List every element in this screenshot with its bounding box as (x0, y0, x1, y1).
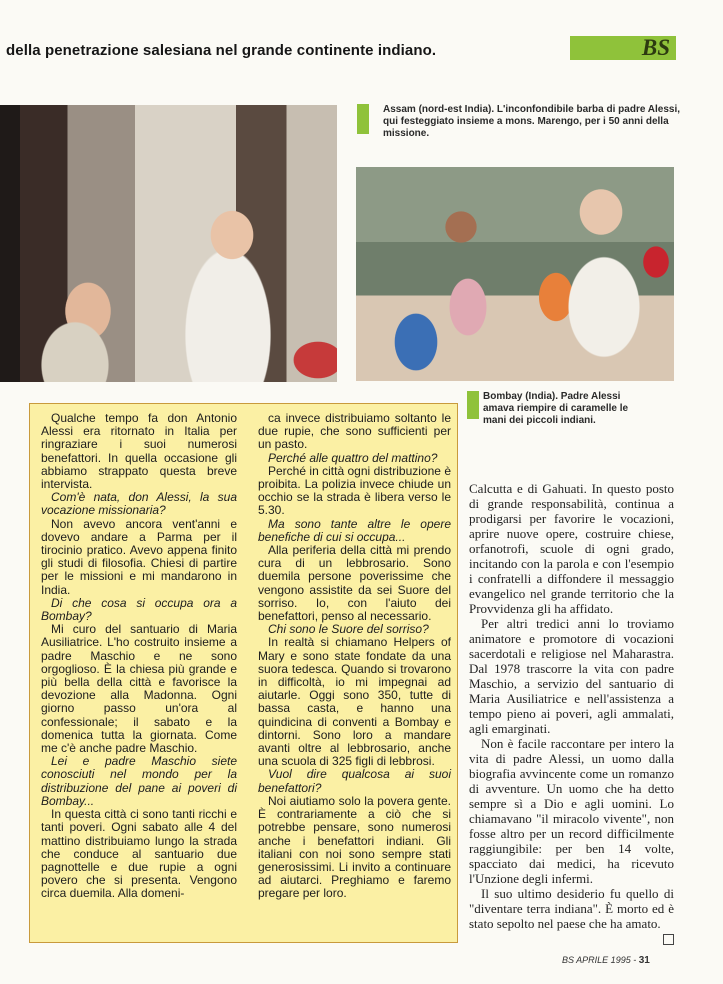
interview-column-1 (41, 412, 237, 901)
interview-paragraph: Alla periferia della città mi prendo cura di un lebbrosario. Sono duemila persone poverissime che vengono assistite da sei Suore del sorriso. Io, con l'aiuto dei benefattori, penso al necessario. (258, 543, 451, 624)
interview-paragraph: Vuol dire qualcosa ai suoi benefattori? (258, 767, 451, 795)
article-paragraph: Il suo ultimo desiderio fu quello di "diventare terra indiana". È morto ed è stato sepolto nel paese che ha amato. (469, 886, 674, 931)
article-paragraph: Non è facile raccontare per intero la vita di padre Alessi, un uomo dalla biografia avvincente come un romanzo di avventure. Un uomo che ha detto sempre sì a Dio e agli uomini. Lo chiamavano "il miracolo vivente", non fosse altro per un record difficilmente raggiungibile: per ben 14 volte, spacciato dai medici, ha ricevuto l'Unzione degli infermi. (469, 736, 674, 886)
interview-paragraph: Non avevo ancora vent'anni e dovevo andare a Parma per il tirocinio pratico. Avevo appena finito gli studi di filosofia. Chiesi di partire per le missioni e mi mandarono in India. (41, 516, 237, 597)
article-column (469, 481, 674, 931)
interview-paragraph: In realtà si chiamano Helpers of Mary e sono state fondate da una suora tedesca. Quando si trovarono in difficoltà, io mi impegnai ad aiutarle. Oggi sono 350, tutte di bassa casta, e hanno una quindicina di conventi a Bombay e dintorni. Sono loro a mandare avanti oltre al lebbrosario, anche una scuola di 325 figli di lebbrosi. (258, 635, 451, 769)
footer-issue: BS APRILE 1995 - (562, 955, 637, 965)
interview-paragraph: ca invece distribuiamo soltanto le due rupie, che sono sufficienti per un pasto. (258, 411, 451, 452)
interview-paragraph: Ma sono tante altre le opere benefiche di cui si occupa... (258, 516, 451, 544)
page-number: 31 (638, 955, 650, 966)
interview-paragraph: Chi sono le Suore del sorriso? (268, 622, 429, 637)
photo-assam (0, 105, 337, 382)
interview-paragraph: Perché in città ogni distribuzione è proibita. La polizia invece chiude un occhio se la strada è libera verso le 5.30. (258, 463, 451, 518)
interview-paragraph: Di che cosa si occupa ora a Bombay? (41, 595, 237, 624)
interview-column-2 (258, 412, 451, 901)
page-footer (562, 955, 650, 966)
interview-paragraph: Perché alle quattro del mattino? (268, 450, 438, 465)
end-mark-icon (663, 934, 674, 945)
interview-paragraph: Com'è nata, don Alessi, la sua vocazione missionaria? (41, 490, 237, 518)
interview-paragraph: Qualche tempo fa don Antonio Alessi era ritornato in Italia per ringraziare i suoi numerosi benefattori. In quella occasione gli abbiamo strappato questa breve intervista. (41, 411, 237, 492)
interview-paragraph: In questa città ci sono tanti ricchi e tanti poveri. Ogni sabato alle 4 del mattino distribuiamo lungo la strada che conduce al santuario due pagnottelle e due rupie a ogni povero che si presenta. Vengono circa duemila. Alla domeni- (41, 807, 237, 901)
page-headline: della penetrazione salesiana nel grande continente indiano. (6, 42, 437, 59)
interview-paragraph: Mi curo del santuario di Maria Ausiliatrice. L'ho costruito insieme a padre Maschio e ne sono orgoglioso. È la chiesa più grande e più bella della città e favorisce la devozione alla Madonna. Ogni giorno passo un'ora al confessionale; il sabato e la domenica tutta la giornata. Come me c'è anche padre Maschio. (41, 622, 237, 756)
caption-marker (357, 104, 369, 134)
section-tag (570, 36, 676, 60)
article-paragraph: Calcutta e di Gahuati. In questo posto di grande responsabilità, continua a prodigarsi per favorire le vocazioni, aprire nuove opere, costruire chiese, orfanotrofi, scuole di ogni grado, incitando con la parola e con l'esempio i confratelli a diffondere il messaggio evangelico nel grande territorio che la Provvidenza gli ha affidato. (469, 481, 674, 616)
section-tag-label: BS (641, 35, 670, 60)
caption-assam: Assam (nord-est India). L'inconfondibile barba di padre Alessi, qui festeggiato insieme a mons. Marengo, per i 50 anni della missione. (383, 104, 681, 139)
caption-marker (467, 391, 479, 419)
caption-bombay: Bombay (India). Padre Alessi amava riempire di caramelle le mani dei piccoli indiani. (483, 391, 629, 426)
photo-bombay (356, 167, 674, 381)
article-paragraph: Per altri tredici anni lo troviamo animatore e promotore di vocazioni sacerdotali e religiose nel Maharastra. Dal 1978 trascorre la vita con padre Maschio, a servizio del santuario di Maria Ausiliatrice e nell'assistenza a tempo pieno ai poveri, agli ammalati, agli emarginati. (469, 616, 674, 736)
interview-paragraph: Noi aiutiamo solo la povera gente. È contrariamente a ciò che si potrebbe pensare, sono numerosi anche i benefattori indiani. Gli italiani con noi sono sempre stati generosissimi. Li invito a continuare ad aiutarci. Preghiamo e faremo pregare per loro. (258, 793, 451, 901)
interview-paragraph: Lei e padre Maschio siete conosciuti nel mondo per la distribuzione del pane ai poveri di Bombay... (41, 754, 237, 808)
